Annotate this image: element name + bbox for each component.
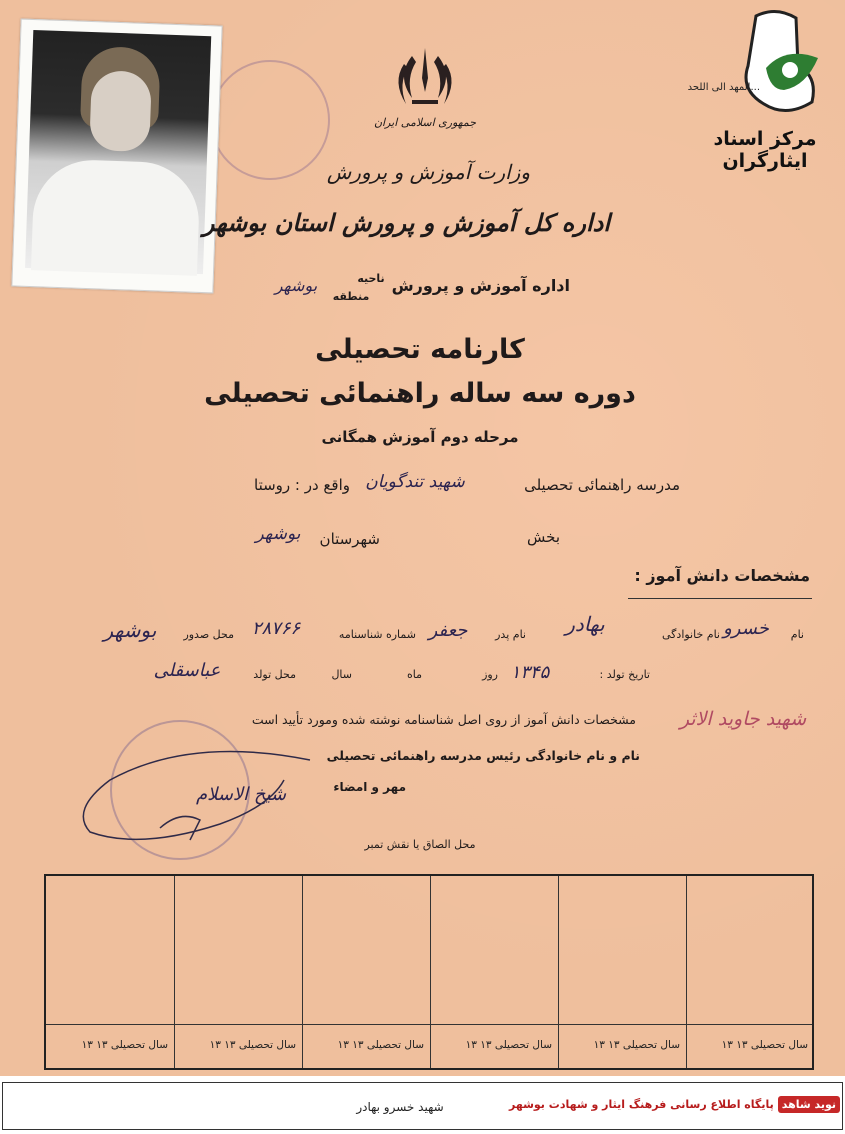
- id-number-value: ۲۸۷۶۶: [251, 618, 301, 639]
- martyr-note: شهید جاوید الاثر: [679, 708, 807, 730]
- grades-table: [44, 874, 814, 1070]
- month-label: ماه: [406, 668, 422, 681]
- issue-place-label: محل صدور: [183, 628, 234, 641]
- birth-year-value: ۱۳۴۵: [510, 662, 550, 683]
- last-name-value: بهادر: [565, 612, 605, 636]
- located-label: واقع در : روستا: [254, 476, 350, 494]
- father-name-label: نام پدر: [495, 628, 526, 641]
- emblem-caption: جمهوری اسلامی ایران: [373, 116, 477, 129]
- county-label: شهرستان: [319, 530, 380, 548]
- first-name-label: نام: [790, 628, 804, 641]
- course-title: دوره سه ساله راهنمائی تحصیلی: [204, 378, 636, 409]
- school-year-cell: سال تحصیلی ۱۳ ۱۳: [81, 1039, 168, 1051]
- footer-logo: نوید شاهد: [778, 1096, 840, 1113]
- school-year-cell: سال تحصیلی ۱۳ ۱۳: [721, 1039, 808, 1051]
- school-year-cell: سال تحصیلی ۱۳ ۱۳: [337, 1039, 424, 1051]
- footer-brand-text: پایگاه اطلاع رسانی فرهنگ ایثار و شهادت بوشهر: [508, 1098, 774, 1111]
- stamp-place-label: محل الصاق یا نقش تمبر: [364, 838, 476, 851]
- footer-brand: [508, 1096, 840, 1124]
- faint-stamp: [210, 60, 330, 180]
- last-name-label: نام خانوادگی: [662, 628, 720, 641]
- logo-text: مرکز اسناد ایثارگران: [713, 128, 817, 172]
- principal-signature-text: شیخ الاسلام: [195, 784, 287, 805]
- county-value: بوشهر: [255, 524, 301, 544]
- school-year-cell: سال تحصیلی ۱۳ ۱۳: [465, 1039, 552, 1051]
- school-label: مدرسه راهنمائی تحصیلی: [524, 476, 680, 494]
- district-label: بخش: [527, 528, 560, 546]
- school-year-cell: سال تحصیلی ۱۳ ۱۳: [593, 1039, 680, 1051]
- birth-place-value: عباسقلی: [153, 660, 221, 681]
- day-label: روز: [482, 668, 498, 681]
- seal-label: مهر و امضاء: [333, 780, 406, 794]
- principal-label: نام و نام خانوادگی رئیس مدرسه راهنمائی تحصیلی: [326, 748, 640, 763]
- stage-title: مرحله دوم آموزش همگانی: [321, 428, 519, 446]
- logo-icon: [726, 6, 826, 124]
- student-section-title: مشخصات دانش آموز :: [634, 566, 810, 585]
- school-year-cell: سال تحصیلی ۱۳ ۱۳: [209, 1039, 296, 1051]
- issue-place-value: بوشهر: [103, 618, 157, 642]
- first-name-value: خسرو: [723, 618, 769, 639]
- father-name-value: جعفر: [428, 620, 468, 641]
- school-value: شهید تندگویان: [365, 472, 465, 492]
- general-office-title: اداره کل آموزش و پرورش استان بوشهر: [202, 208, 610, 237]
- signature-drawing: [70, 740, 320, 850]
- birth-date-label: تاریخ تولد :: [599, 668, 650, 681]
- birth-place-label: محل تولد: [253, 668, 296, 681]
- report-card-title: کارنامه تحصیلی: [315, 334, 525, 365]
- section-underline: [628, 598, 812, 599]
- ministry-title: وزارت آموزش و پرورش: [326, 160, 530, 184]
- caption-text: شهید خسرو بهادر: [356, 1100, 444, 1114]
- region-type-2: منطقه: [332, 290, 370, 303]
- regional-office-label: اداره آموزش و پرورش: [391, 276, 570, 295]
- certification-statement: مشخصات دانش آموز از روی اصل شناسنامه نوشته شده ومورد تأیید است: [251, 712, 636, 727]
- emblem-icon: [390, 42, 460, 112]
- id-number-label: شماره شناسنامه: [338, 628, 416, 641]
- region-type-1: ناحیه: [357, 272, 385, 285]
- student-photo: [11, 19, 222, 294]
- year-label: سال: [331, 668, 352, 681]
- motto-text: ...المهد الی اللحد: [687, 82, 760, 93]
- region-name: بوشهر: [274, 276, 318, 295]
